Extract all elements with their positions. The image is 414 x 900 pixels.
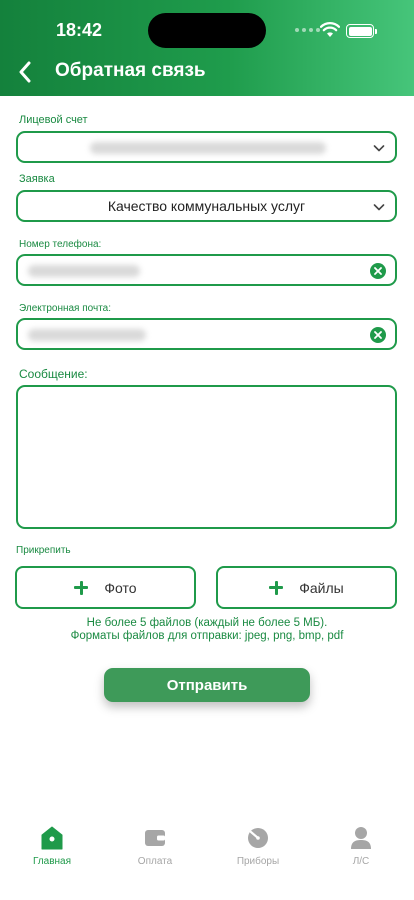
email-value-redacted <box>28 329 146 341</box>
attach-photo-label: Фото <box>104 579 137 596</box>
email-input[interactable] <box>16 318 397 350</box>
file-limit-hint: Не более 5 файлов (каждый не более 5 МБ). <box>86 617 328 629</box>
chevron-down-icon <box>373 142 385 154</box>
request-value: Качество коммунальных услуг <box>107 198 306 214</box>
cellular-signal-icon <box>295 28 320 32</box>
wallet-icon <box>143 826 167 850</box>
app-header <box>0 0 414 96</box>
clear-phone-icon[interactable] <box>370 263 386 279</box>
tab-accounts-label: Л/С <box>352 856 370 867</box>
home-icon <box>40 826 64 850</box>
tab-payment-label: Оплата <box>137 856 173 867</box>
dynamic-island <box>148 13 266 48</box>
message-textarea[interactable] <box>16 385 397 529</box>
tab-meters[interactable] <box>213 826 303 867</box>
submit-button[interactable]: Отправить <box>104 668 310 702</box>
user-icon <box>349 826 373 850</box>
tab-home-label: Главная <box>32 856 72 867</box>
wifi-icon <box>320 22 340 38</box>
attach-label: Прикрепить <box>16 545 71 556</box>
message-label: Сообщение: <box>19 367 88 381</box>
account-select[interactable] <box>16 131 397 163</box>
attach-photo-button[interactable] <box>15 566 196 609</box>
tab-home[interactable] <box>7 826 97 867</box>
page-title: Обратная связь <box>55 60 206 81</box>
battery-icon <box>346 24 374 38</box>
email-label: Электронная почта: <box>19 303 112 314</box>
tab-bar <box>0 810 414 900</box>
meter-icon <box>246 826 270 850</box>
tab-accounts[interactable] <box>316 826 406 867</box>
plus-icon <box>74 581 88 595</box>
tab-meters-label: Приборы <box>236 856 280 867</box>
back-button[interactable] <box>12 58 38 86</box>
account-value <box>18 133 365 161</box>
chevron-left-icon <box>18 61 32 83</box>
file-format-hint: Форматы файлов для отправки: jpeg, png, bmp, pdf <box>70 630 344 642</box>
account-label: Лицевой счет <box>19 114 88 126</box>
phone-label: Номер телефона: <box>19 239 102 250</box>
attach-files-button[interactable] <box>216 566 397 609</box>
request-select[interactable] <box>16 190 397 222</box>
chevron-down-icon <box>373 201 385 213</box>
phone-value-redacted <box>28 265 140 277</box>
status-time: 18:42 <box>56 20 103 40</box>
tab-payment[interactable] <box>110 826 200 867</box>
clear-email-icon[interactable] <box>370 327 386 343</box>
phone-input[interactable] <box>16 254 397 286</box>
plus-icon <box>269 581 283 595</box>
request-label: Заявка <box>19 173 55 185</box>
attach-files-label: Файлы <box>299 579 344 596</box>
